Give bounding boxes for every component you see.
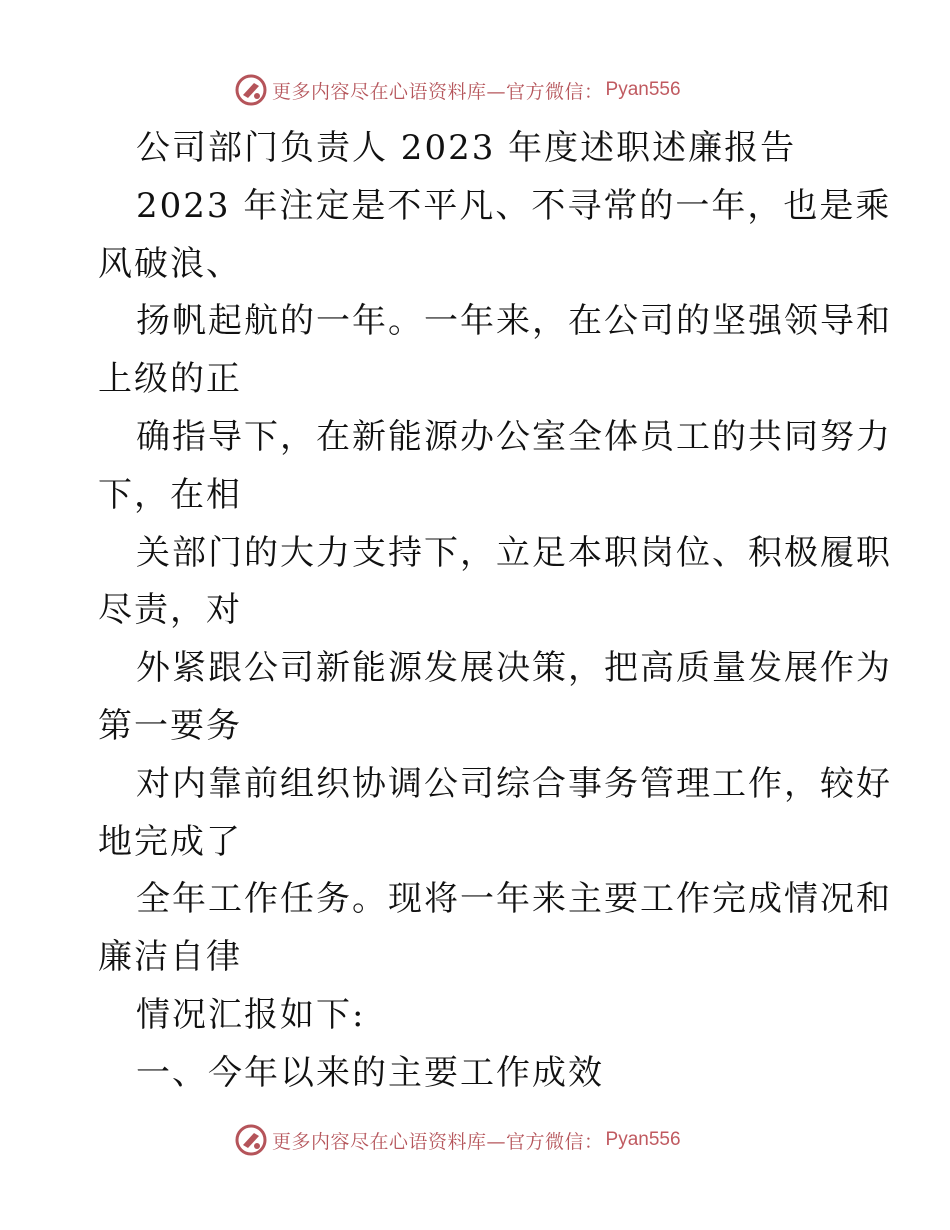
watermark-footer <box>234 1122 681 1158</box>
text-line: 确指导下，在新能源办公室全体员工的共同努力 <box>136 416 892 457</box>
text-line: 风破浪、 <box>98 243 242 284</box>
text-line: 关部门的大力支持下，立足本职岗位、积极履职 <box>136 532 892 573</box>
watermark-header <box>234 72 681 108</box>
text-line: 对内靠前组织协调公司综合事务管理工作，较好 <box>136 763 892 804</box>
text-line: 2023 年注定是不平凡、不寻常的一年，也是乘 <box>136 185 892 226</box>
text-line: 上级的正 <box>98 359 242 400</box>
text-line: 尽责，对 <box>98 590 242 631</box>
text-line: 一、今年以来的主要工作成效 <box>136 1052 604 1093</box>
watermark-wechat-id: Pyan556 <box>605 1129 681 1150</box>
text-line: 扬帆起航的一年。一年来，在公司的坚强领导和 <box>136 301 892 342</box>
watermark-wechat-id: Pyan556 <box>605 79 681 100</box>
logo-icon <box>234 73 268 107</box>
text-line: 廉洁自律 <box>98 937 242 978</box>
watermark-text: 更多内容尽在心语资料库—官方微信： <box>272 80 604 103</box>
text-line: 第一要务 <box>98 705 242 746</box>
text-line: 情况汇报如下: <box>136 994 366 1035</box>
text-line: 下，在相 <box>98 474 242 515</box>
watermark-text: 更多内容尽在心语资料库—官方微信： <box>272 1130 604 1153</box>
document-body <box>98 120 892 1103</box>
text-line: 外紧跟公司新能源发展决策，把高质量发展作为 <box>136 648 892 689</box>
text-line: 全年工作任务。现将一年来主要工作完成情况和 <box>136 879 892 920</box>
text-line: 公司部门负责人 2023 年度述职述廉报告 <box>136 128 797 168</box>
text-line: 地完成了 <box>98 821 242 862</box>
logo-icon <box>234 1123 268 1157</box>
